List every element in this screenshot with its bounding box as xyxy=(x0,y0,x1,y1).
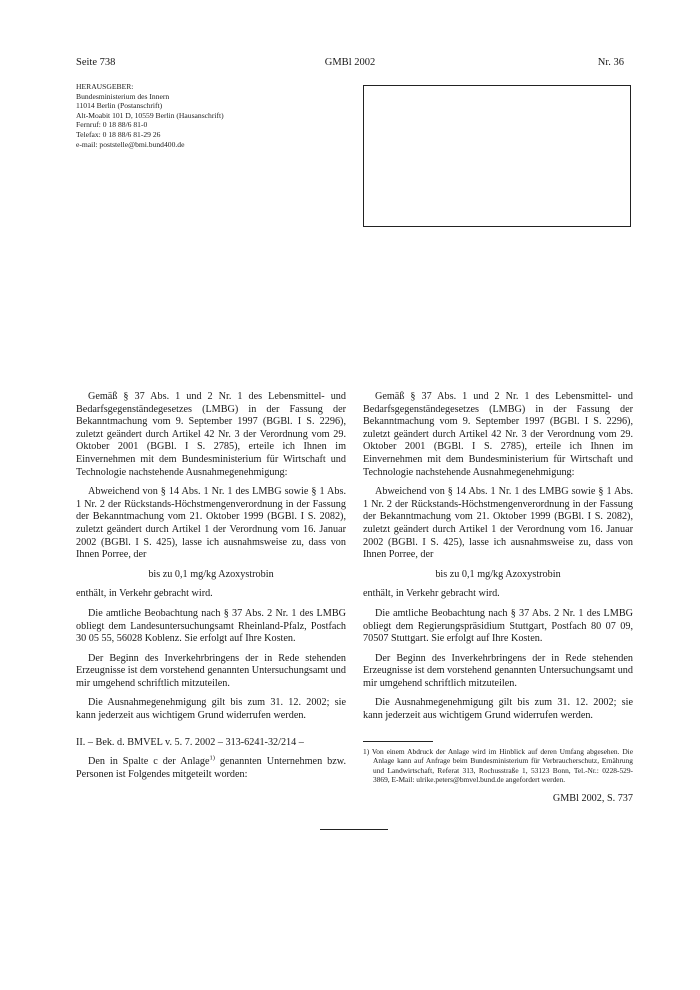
publisher-line: Telefax: 0 18 88/6 81-29 26 xyxy=(76,129,161,139)
paragraph-text: genannten Unternehmen bzw. Personen ist Folgendes mitgeteilt worden: xyxy=(76,756,346,780)
paragraph: Der Beginn des Inverkehrbringens der in Rede stehenden Erzeugnisse ist dem vorstehend genannten Untersuchungsamt und mir umgehend schriftlich mitzuteilen. xyxy=(76,652,346,689)
paragraph: Gemäß § 37 Abs. 1 und 2 Nr. 1 des Lebensmittel- und Bedarfsgegenständegesetzes (LMBG) in der Fassung der Bekanntmachung vom 9. September 1997 (BGBl. I S. 2296), zuletzt geändert durch Artikel 42 Nr. 3 der Verordnung vom 29. Oktober 2001 (BGBl. I S. 2785), erteile ich Ihnen im Einvernehmen mit dem Bundesministerium für Wirtschaft und Technologie nachstehende Ausnahmegenehmigung: xyxy=(76,391,346,478)
section-heading: II. – Bek. d. BMVEL v. 5. 7. 2002 – 313-6241-32/214 – xyxy=(76,736,304,748)
publisher-line: 11014 Berlin (Postanschrift) xyxy=(76,101,163,111)
publisher-line: Alt-Moabit 101 D, 10559 Berlin (Hausanschrift) xyxy=(76,110,224,120)
source-reference: GMBl 2002, S. 737 xyxy=(552,793,633,805)
publisher-block xyxy=(76,82,224,149)
paragraph: Die Ausnahmegenehmigung gilt bis zum 31. 12. 2002; sie kann jederzeit aus wichtigem Grund widerrufen werden. xyxy=(76,697,346,722)
publisher-email: e-mail: poststelle@bmi.bund400.de xyxy=(76,139,185,149)
paragraph: Die amtliche Beobachtung nach § 37 Abs. 2 Nr. 1 des LMBG obliegt dem Regierungspräsidium Stuttgart, Postfach 80 07 09, 70507 Stuttgart. Sie erfolgt auf Ihre Kosten. xyxy=(363,607,633,645)
paragraph: Die Ausnahmegenehmigung gilt bis zum 31. 12. 2002; sie kann jederzeit aus wichtigem Grund widerrufen werden. xyxy=(363,697,633,722)
journal-title: GMBl 2002 xyxy=(324,57,376,68)
right-column xyxy=(363,391,633,806)
publisher-line: Bundesministerium des Innern xyxy=(76,91,170,101)
paragraph: Der Beginn des Inverkehrbringens der in Rede stehenden Erzeugnisse ist dem vorstehend genannten Untersuchungsamt und mir umgehend schriftlich mitzuteilen. xyxy=(363,652,633,689)
page-number: Seite 738 xyxy=(76,57,116,68)
publisher-line: Fernruf: 0 18 88/6 81-0 xyxy=(76,120,148,130)
paragraph: Abweichend von § 14 Abs. 1 Nr. 1 des LMBG sowie § 1 Abs. 1 Nr. 2 der Rückstands-Höchstmengenverordnung in der Fassung der Bekanntmachung vom 21. Oktober 1999 (BGBl. I S. 2082), zuletzt geändert durch Artikel 1 der Verordnung vom 16. Januar 2002 (BGBl. I S. 425), lasse ich ausnahmsweise zu, dass von Ihnen Porree, der xyxy=(76,486,346,561)
footnote: 1) Von einem Abdruck der Anlage wird im Hinblick auf deren Umfang abgesehen. Die Anlage kann auf Anfrage beim Bundesministerium für Verbraucherschutz, Ernährung und Landwirtschaft, Referat 313, Rochusstraße 1, 53123 Bonn, Tel.-Nr.: 0228-529-3869, E-Mail: ulrike.peters@bmvel.bund.de angefordert werden. xyxy=(363,746,633,785)
left-column xyxy=(76,391,346,788)
paragraph xyxy=(76,756,346,781)
footnote-ref: 1) xyxy=(209,754,215,762)
footnote-divider xyxy=(363,741,433,742)
paragraph: enthält, in Verkehr gebracht wird. xyxy=(363,588,500,600)
end-rule xyxy=(320,829,388,830)
limit-line: bis zu 0,1 mg/kg Azoxystrobin xyxy=(148,568,274,580)
address-box xyxy=(363,85,631,227)
paragraph: enthält, in Verkehr gebracht wird. xyxy=(76,588,213,600)
paragraph: Abweichend von § 14 Abs. 1 Nr. 1 des LMBG sowie § 1 Abs. 1 Nr. 2 der Rückstands-Höchstmengenverordnung in der Fassung der Bekanntmachung vom 21. Oktober 1999 (BGBl. I S. 2082), zuletzt geändert durch Artikel 1 der Verordnung vom 16. Januar 2002 (BGBl. I S. 425), lasse ich ausnahmsweise zu, dass von Ihnen Porree, der xyxy=(363,486,633,561)
paragraph-text: Den in Spalte c der Anlage xyxy=(88,756,210,768)
issue-number: Nr. 36 xyxy=(597,57,624,68)
paragraph: Die amtliche Beobachtung nach § 37 Abs. 2 Nr. 1 des LMBG obliegt dem Landesuntersuchungsamt Rheinland-Pfalz, Postfach 30 05 55, 56028 Koblenz. Sie erfolgt auf Ihre Kosten. xyxy=(76,607,346,645)
limit-line: bis zu 0,1 mg/kg Azoxystrobin xyxy=(435,568,561,580)
paragraph: Gemäß § 37 Abs. 1 und 2 Nr. 1 des Lebensmittel- und Bedarfsgegenständegesetzes (LMBG) in der Fassung der Bekanntmachung vom 9. September 1997 (BGBl. I S. 2296), zuletzt geändert durch Artikel 42 Nr. 3 der Verordnung vom 29. Oktober 2001 (BGBl. I S. 2785), erteile ich Ihnen im Einvernehmen mit dem Bundesministerium für Wirtschaft und Technologie nachstehende Ausnahmegenehmigung: xyxy=(363,391,633,478)
publisher-line: HERAUSGEBER: xyxy=(76,82,134,91)
